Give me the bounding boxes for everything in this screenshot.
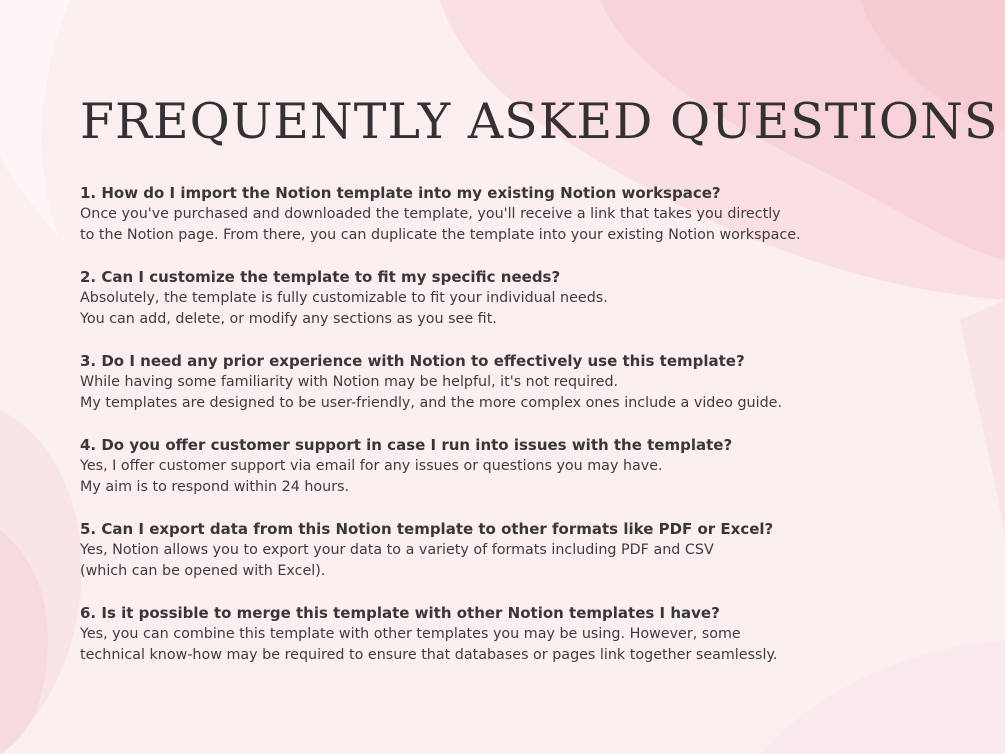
faq-answer-line: to the Notion page. From there, you can duplicate the template into your existing Notion workspace. bbox=[80, 227, 801, 243]
faq-question: 4. Do you offer customer support in case I run into issues with the template? bbox=[80, 436, 733, 454]
faq-item-1 bbox=[80, 183, 960, 246]
faq-answer-line: You can add, delete, or modify any sections as you see fit. bbox=[80, 311, 497, 327]
faq-answer-line: Yes, you can combine this template with other templates you may be using. However, some bbox=[80, 626, 741, 642]
faq-answer-line: My templates are designed to be user-friendly, and the more complex ones include a video guide. bbox=[80, 395, 782, 411]
faq-answer-line: Yes, I offer customer support via email for any issues or questions you may have. bbox=[80, 458, 663, 474]
faq-item-5 bbox=[80, 519, 960, 582]
faq-answer-line: Absolutely, the template is fully customizable to fit your individual needs. bbox=[80, 290, 608, 306]
faq-answer-line: While having some familiarity with Notion may be helpful, it's not required. bbox=[80, 374, 619, 390]
faq-item-4 bbox=[80, 435, 960, 498]
faq-question: 6. Is it possible to merge this template with other Notion templates I have? bbox=[80, 604, 720, 622]
faq-answer-line: Yes, Notion allows you to export your data to a variety of formats including PDF and CSV bbox=[80, 542, 714, 558]
faq-question: 5. Can I export data from this Notion template to other formats like PDF or Excel? bbox=[80, 520, 774, 538]
faq-list bbox=[80, 183, 960, 687]
faq-item-6 bbox=[80, 603, 960, 666]
faq-answer-line: (which can be opened with Excel). bbox=[80, 563, 326, 579]
faq-question: 1. How do I import the Notion template into my existing Notion workspace? bbox=[80, 184, 721, 202]
faq-answer-line: My aim is to respond within 24 hours. bbox=[80, 479, 350, 495]
faq-question: 3. Do I need any prior experience with Notion to effectively use this template? bbox=[80, 352, 745, 370]
page-title: FREQUENTLY ASKED QUESTIONS bbox=[80, 93, 999, 150]
faq-answer-line: technical know-how may be required to ensure that databases or pages link together seamlessly. bbox=[80, 647, 778, 663]
faq-answer-line: Once you've purchased and downloaded the template, you'll receive a link that takes you directly bbox=[80, 206, 781, 222]
faq-question: 2. Can I customize the template to fit my specific needs? bbox=[80, 268, 561, 286]
faq-item-2 bbox=[80, 267, 960, 330]
faq-item-3 bbox=[80, 351, 960, 414]
